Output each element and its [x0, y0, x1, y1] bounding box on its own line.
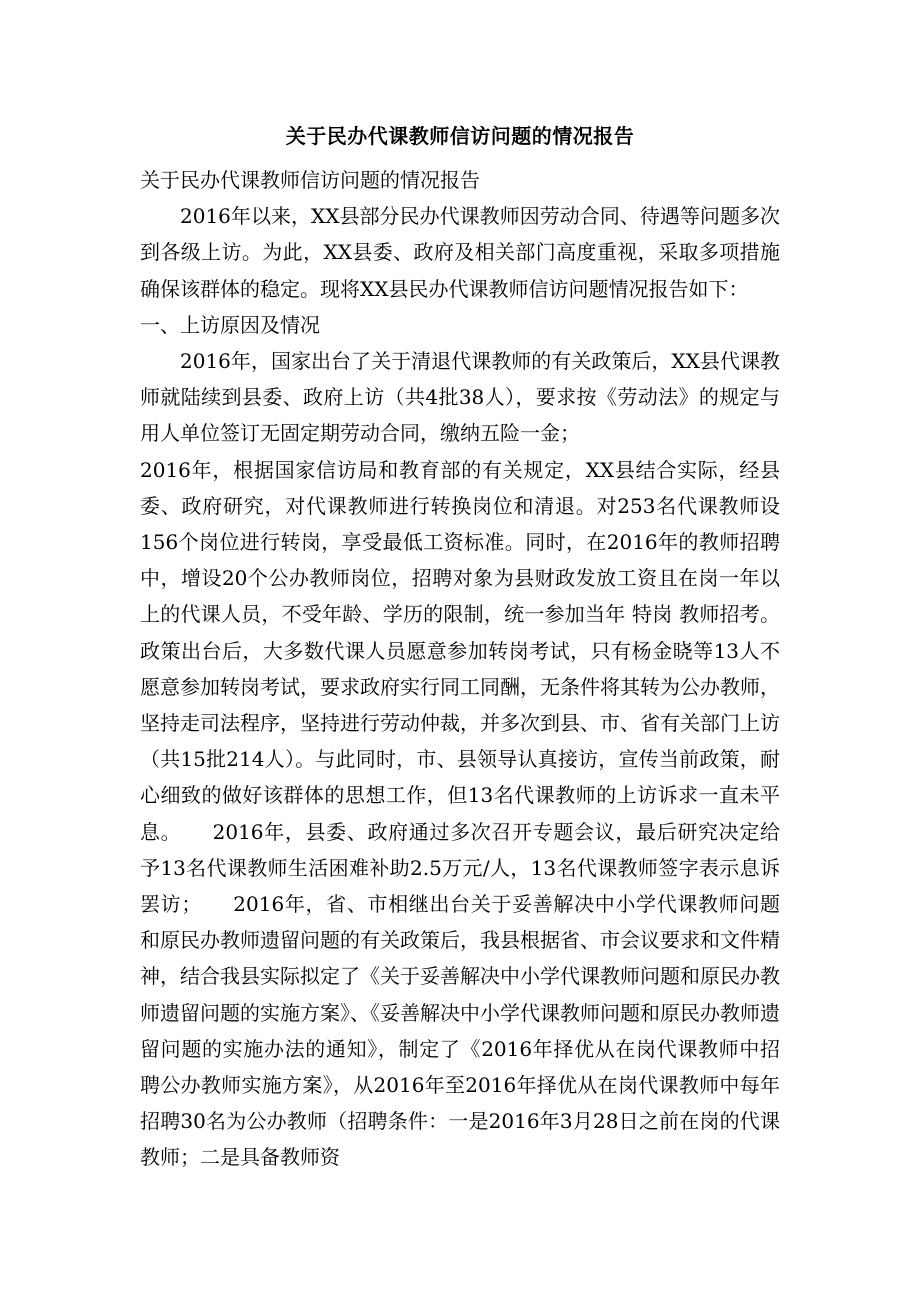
section-paragraph: 2016年，国家出台了关于清退代课教师的有关政策后，XX县代课教师就陆续到县委、政府上访（共4批38人），要求按《劳动法》的规定与用人单位签订无固定期劳动合同，缴纳五险一金；: [140, 349, 780, 446]
intro-paragraph: 2016年以来，XX县部分民办代课教师因劳动合同、待遇等问题多次到各级上访。为此，XX县委、政府及相关部门高度重视，采取多项措施确保该群体的稳定。现将XX县民办代课教师信访问题情况报告如下：: [140, 204, 780, 301]
body-heading: 关于民办代课教师信访问题的情况报告: [140, 168, 480, 192]
section-heading: 一、上访原因及情况: [140, 312, 320, 337]
document-title: 关于民办代课教师信访问题的情况报告: [285, 124, 635, 148]
document-body: [140, 162, 780, 1176]
section-paragraph: 2016年，根据国家信访局和教育部的有关规定，XX县结合实际，经县委、政府研究，对代课教师进行转换岗位和清退。对253名代课教师设156个岗位进行转岗，享受最低工资标准。同时，在2016年的教师招聘中，增设20个公办教师岗位，招聘对象为县财政发放工资且在岗一年以上的代课人员，不受年龄、学历的限制，统一参加当年 特岗 教师招考。政策出台后，大多数代课人员愿意参加转岗考试，只有杨金晓等13人不愿意参加转岗考试，要求政府实行同工同酬，无条件将其转为公办教师，坚持走司法程序，坚持进行劳动仲裁，并多次到县、市、省有关部门上访（共15批214人）。与此同时，市、县领导认真接访，宣传当前政策，耐心细致的做好该群体的思想工作，但13名代课教师的上访诉求一直未平息。 2016年，县委、政府通过多次召开专题会议，最后研究决定给予13名代课教师生活困难补助2.5万元/人，13名代课教师签字表示息诉罢访； 2016年，省、市相继出台关于妥善解决中小学代课教师问题和原民办教师遗留问题的有关政策后，我县根据省、市会议要求和文件精神，结合我县实际拟定了《关于妥善解决中小学代课教师问题和原民办教师遗留问题的实施方案》、《妥善解决中小学代课教师问题和原民办教师遗留问题的实施办法的通知》，制定了《2016年择优从在岗代课教师中招聘公办教师实施方案》，从2016年至2016年择优从在岗代课教师中每年招聘30名为公办教师（招聘条件：一是2016年3月28日之前在岗的代课教师；二是具备教师资: [140, 457, 780, 1170]
